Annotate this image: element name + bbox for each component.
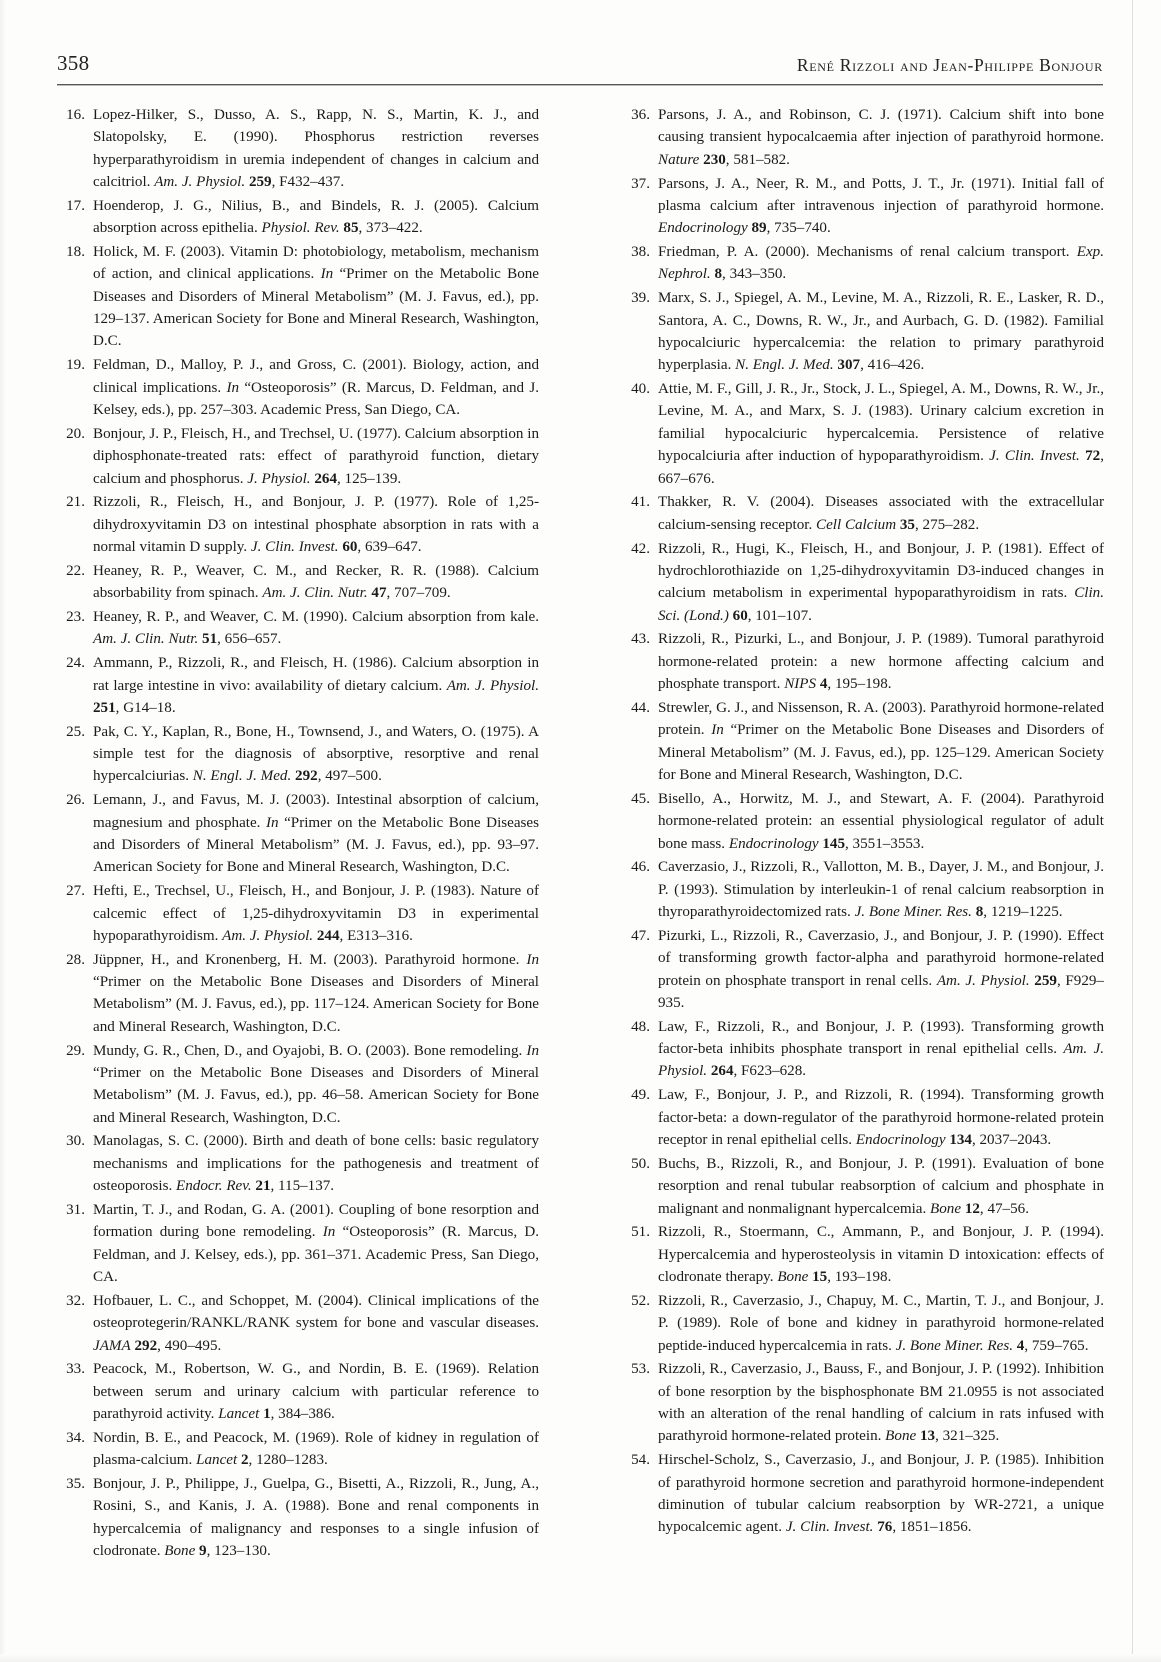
reference-number: 52. (631, 1292, 650, 1309)
reference-text: Feldman, D., Malloy, P. J., and Gross, C. (2001). Biology, action, and clinical implications. In “Osteoporosis” (R. Marcus, D. Feldman, and J. Kelsey, eds.), pp. 257–303. Academic Press, San Diego, CA. (93, 357, 539, 418)
reference-columns (57, 104, 1104, 1564)
reference-number: 39. (631, 290, 650, 307)
reference-entry (57, 491, 539, 558)
reference-entry (622, 241, 1104, 286)
reference-entry (57, 104, 539, 193)
reference-entry (57, 241, 539, 353)
reference-entry (622, 1221, 1104, 1288)
page-number: 358 (57, 51, 90, 75)
reference-number: 33. (66, 1361, 85, 1378)
reference-entry (622, 628, 1104, 695)
reference-text: Nordin, B. E., and Peacock, M. (1969). Role of kidney in regulation of plasma-calcium. Lancet 2, 1280–1283. (93, 1429, 539, 1469)
reference-number: 46. (631, 859, 650, 876)
reference-entry (57, 1040, 539, 1129)
reference-number: 19. (66, 357, 85, 374)
reference-entry (57, 423, 539, 490)
reference-entry (57, 354, 539, 421)
reference-text: Holick, M. F. (2003). Vitamin D: photobiology, metabolism, mechanism of action, and clinical applications. In “Primer on the Metabolic Bone Diseases and Disorders of Mineral Metabolism” (M. J. Favus, ed.), pp. 129–137. American Society for Bone and Mineral Research, Washington, D.C. (93, 244, 540, 350)
reference-entry (57, 195, 539, 240)
reference-entry (57, 789, 539, 878)
reference-number: 35. (66, 1476, 85, 1493)
reference-entry (57, 1290, 539, 1357)
reference-text: Law, F., Rizzoli, R., and Bonjour, J. P. (1993). Transforming growth factor-beta inhibits phosphate transport in renal epithelial cells. Am. J. Physiol. 264, F623–628. (658, 1018, 1105, 1080)
reference-number: 31. (66, 1202, 85, 1218)
reference-entry (622, 1016, 1104, 1083)
reference-text: Pak, C. Y., Kaplan, R., Bone, H., Townsend, J., and Waters, O. (1975). A simple test for the diagnosis of absorptive, resorptive and renal hypercalciurias. N. Engl. J. Med. 292, 497–500. (93, 723, 539, 785)
reference-number: 28. (66, 951, 85, 968)
reference-text: Bonjour, J. P., Philippe, J., Guelpa, G., Bisetti, A., Rizzoli, R., Jung, A., Rosini, S., and Kanis, J. A. (1988). Bone and renal components in hypercalcemia of malignancy and responses to a single infusion of clodronate. Bone 9, 123–130. (93, 1476, 539, 1560)
reference-entry (622, 491, 1104, 536)
reference-entry (622, 538, 1104, 627)
reference-entry (57, 606, 539, 651)
reference-entry (57, 1358, 539, 1425)
reference-number: 40. (631, 381, 650, 398)
reference-text: Mundy, G. R., Chen, D., and Oyajobi, B. O. (2003). Bone remodeling. In “Primer on the Metabolic Bone Diseases and Disorders of Mineral Metabolism” (M. J. Favus, ed.), pp. 46–58. American Society for Bone and Mineral Research, Washington, D.C. (93, 1042, 539, 1126)
reference-number: 51. (631, 1224, 650, 1241)
reference-number: 23. (66, 609, 85, 626)
reference-number: 37. (631, 175, 650, 192)
reference-text: Pizurki, L., Rizzoli, R., Caverzasio, J., and Bonjour, J. P. (1990). Effect of transforming growth factor-alpha and parathyroid hormone-related protein on phosphate transport in renal cells. Am. J. Physiol. 259, F929–935. (658, 927, 1104, 1011)
reference-number: 49. (631, 1087, 650, 1104)
scan-edge-bottom (0, 1654, 1161, 1662)
reference-text: Bisello, A., Horwitz, M. J., and Stewart, A. F. (2004). Parathyroid hormone-related protein: an essential physiological regulator of adult bone mass. Endocrinology 145, 3551–3553. (658, 790, 1104, 852)
left-column (57, 104, 539, 1564)
reference-number: 22. (66, 562, 85, 579)
reference-text: Heaney, R. P., and Weaver, C. M. (1990). Calcium absorption from kale. Am. J. Clin. Nutr. 51, 656–657. (93, 609, 539, 648)
reference-text: Parsons, J. A., and Robinson, C. J. (1971). Calcium shift into bone causing transient hypocalcaemia after injection of parathyroid hormone. Nature 230, 581–582. (658, 107, 1104, 168)
reference-text: Caverzasio, J., Rizzoli, R., Vallotton, M. B., Dayer, J. M., and Bonjour, J. P. (1993). Stimulation by interleukin-1 of renal calcium reabsorption in thyroparathyroidectomized rats. J. Bone Miner. Res. 8, 1219–1225. (658, 859, 1104, 921)
reference-entry (57, 1473, 539, 1562)
reference-number: 25. (66, 723, 85, 740)
reference-entry (622, 104, 1104, 171)
reference-text: Heaney, R. P., Weaver, C. M., and Recker, R. R. (1988). Calcium absorbability from spinach. Am. J. Clin. Nutr. 47, 707–709. (93, 562, 539, 602)
reference-number: 53. (631, 1361, 650, 1378)
reference-number: 24. (66, 655, 85, 672)
reference-text: Jüppner, H., and Kronenberg, H. M. (2003). Parathyroid hormone. In “Primer on the Metabolic Bone Diseases and Disorders of Mineral Metabolism” (M. J. Favus, ed.), pp. 117–124. American Society for Bone and Mineral Research, Washington, D.C. (93, 951, 539, 1035)
reference-text: Lopez-Hilker, S., Dusso, A. S., Rapp, N. S., Martin, K. J., and Slatopolsky, E. (1990). Phosphorus restriction reverses hyperparathyroidism in uremia independent of changes in calcium and calcitriol. Am. J. Physiol. 259, F432–437. (93, 107, 539, 191)
reference-number: 42. (631, 540, 650, 557)
reference-text: Attie, M. F., Gill, J. R., Jr., Stock, J. L., Spiegel, A. M., Downs, R. W., Jr., Levine, M. A., and Marx, S. J. (1983). Urinary calcium excretion in familial hypocalciuric hypercalcemia. Persistence of relative hypocalciuria after induction of hypoparathyroidism. J. Clin. Invest. 72, 667–676. (658, 381, 1104, 487)
reference-text: Marx, S. J., Spiegel, A. M., Levine, M. A., Rizzoli, R. E., Lasker, R. D., Santora, A. C., Downs, R. W., Jr., and Aurbach, G. D. (1982). Familial hypocalciuric hypercalcemia: the relation to primary parathyroid hyperplasia. N. Engl. J. Med. 307, 416–426. (658, 290, 1104, 374)
reference-text: Hefti, E., Trechsel, U., Fleisch, H., and Bonjour, J. P. (1983). Nature of calcemic effect of 1,25-dihydroxyvitamin D3 in experimental hypoparathyroidism. Am. J. Physiol. 244, E313–316. (93, 883, 539, 944)
reference-number: 16. (66, 107, 85, 123)
reference-entry (622, 378, 1104, 490)
scan-artifact-line (1132, 0, 1133, 1662)
reference-number: 54. (631, 1452, 650, 1469)
reference-number: 17. (66, 197, 85, 214)
reference-text: Peacock, M., Robertson, W. G., and Nordin, B. E. (1969). Relation between serum and urinary calcium with particular reference to parathyroid activity. Lancet 1, 384–386. (93, 1361, 539, 1423)
reference-entry (622, 925, 1104, 1014)
reference-number: 20. (66, 425, 85, 442)
scan-edge-left (0, 0, 6, 1662)
running-head (57, 40, 1103, 76)
reference-entry (622, 1358, 1104, 1447)
reference-text: Rizzoli, R., Fleisch, H., and Bonjour, J. P. (1977). Role of 1,25-dihydroxyvitamin D3 on intestinal phosphate absorption in rats with a normal vitamin D supply. J. Clin. Invest. 60, 639–647. (93, 494, 539, 556)
reference-number: 18. (66, 244, 85, 261)
reference-text: Buchs, B., Rizzoli, R., and Bonjour, J. P. (1991). Evaluation of bone resorption and renal tubular reabsorption of calcium and phosphate in malignant and nonmalignant hypercalcemia. Bone 12, 47–56. (658, 1155, 1104, 1217)
reference-number: 45. (631, 790, 650, 807)
reference-list-right (622, 104, 1104, 1539)
reference-number: 27. (66, 883, 85, 900)
reference-text: Hofbauer, L. C., and Schoppet, M. (2004). Clinical implications of the osteoprotegerin/RANKL/RANK system for bone and vascular diseases. JAMA 292, 490–495. (93, 1292, 539, 1354)
reference-entry (57, 1199, 539, 1288)
reference-text: Law, F., Bonjour, J. P., and Rizzoli, R. (1994). Transforming growth factor-beta: a down-regulator of the parathyroid hormone-related protein receptor in renal epithelial cells. Endocrinology 134, 2037–2043. (658, 1087, 1104, 1148)
reference-number: 41. (631, 494, 650, 511)
reference-entry (622, 287, 1104, 376)
header-rule (57, 84, 1103, 85)
reference-entry (622, 788, 1104, 855)
reference-text: Bonjour, J. P., Fleisch, H., and Trechsel, U. (1977). Calcium absorption in diphosphonate-treated rats: effect of parathyroid function, dietary calcium and phosphorus. J. Physiol. 264, 125–139. (93, 425, 539, 487)
reference-entry (57, 652, 539, 719)
reference-number: 26. (66, 792, 85, 809)
reference-text: Rizzoli, R., Stoermann, C., Ammann, P., and Bonjour, J. P. (1994). Hypercalcemia and hyperosteolysis in vitamin D intoxication: effects of clodronate therapy. Bone 15, 193–198. (658, 1224, 1104, 1286)
reference-number: 34. (66, 1429, 85, 1446)
reference-number: 36. (631, 107, 650, 123)
reference-text: Hoenderop, J. G., Nilius, B., and Bindels, R. J. (2005). Calcium absorption across epithelia. Physiol. Rev. 85, 373–422. (93, 197, 539, 237)
reference-number: 30. (66, 1133, 85, 1150)
reference-number: 50. (631, 1155, 650, 1172)
reference-entry (57, 1130, 539, 1197)
reference-text: Rizzoli, R., Caverzasio, J., Bauss, F., and Bonjour, J. P. (1992). Inhibition of bone resorption by the bisphosphonate BM 21.0955 is not associated with an alteration of the renal handling of calcium in rats infused with parathyroid hormone-related protein. Bone 13, 321–325. (658, 1361, 1104, 1445)
reference-number: 44. (631, 699, 650, 716)
reference-text: Thakker, R. V. (2004). Diseases associated with the extracellular calcium-sensing receptor. Cell Calcium 35, 275–282. (658, 494, 1104, 533)
reference-text: Rizzoli, R., Caverzasio, J., Chapuy, M. C., Martin, T. J., and Bonjour, J. P. (1989). Role of bone and kidney in parathyroid hormone-related peptide-induced hypercalcemia in rats. J. Bone Miner. Res. 4, 759–765. (658, 1292, 1104, 1354)
reference-text: Friedman, P. A. (2000). Mechanisms of renal calcium transport. Exp. Nephrol. 8, 343–350. (658, 244, 1104, 283)
running-title: René Rizzoli and Jean-Philippe Bonjour (796, 55, 1103, 75)
reference-number: 29. (66, 1042, 85, 1059)
reference-entry (622, 1084, 1104, 1151)
reference-number: 32. (66, 1292, 85, 1309)
reference-entry (622, 1449, 1104, 1538)
reference-entry (622, 856, 1104, 923)
reference-number: 38. (631, 244, 650, 261)
reference-number: 48. (631, 1018, 650, 1035)
right-column (622, 104, 1104, 1564)
reference-number: 47. (631, 927, 650, 944)
reference-text: Parsons, J. A., Neer, R. M., and Potts, J. T., Jr. (1971). Initial fall of plasma calcium after intravenous injection of parathyroid hormone. Endocrinology 89, 735–740. (658, 175, 1104, 237)
reference-text: Martin, T. J., and Rodan, G. A. (2001). Coupling of bone resorption and formation during bone remodeling. In “Osteoporosis” (R. Marcus, D. Feldman, and J. Kelsey, eds.), pp. 361–371. Academic Press, San Diego, CA. (93, 1202, 539, 1286)
reference-text: Strewler, G. J., and Nissenson, R. A. (2003). Parathyroid hormone-related protein. In “Primer on the Metabolic Bone Diseases and Disorders of Mineral Metabolism” (M. J. Favus, ed.), pp. 125–129. American Society for Bone and Mineral Research, Washington, D.C. (658, 699, 1104, 783)
reference-text: Ammann, P., Rizzoli, R., and Fleisch, H. (1986). Calcium absorption in rat large intestine in vivo: availability of dietary calcium. Am. J. Physiol. 251, G14–18. (93, 655, 539, 716)
reference-entry (622, 1290, 1104, 1357)
reference-entry (57, 560, 539, 605)
reference-entry (57, 880, 539, 947)
reference-number: 21. (66, 494, 85, 511)
reference-number: 43. (631, 631, 650, 648)
reference-entry (57, 949, 539, 1038)
reference-entry (57, 721, 539, 788)
reference-list-left (57, 104, 539, 1563)
reference-entry (57, 1427, 539, 1472)
reference-text: Hirschel-Scholz, S., Caverzasio, J., and Bonjour, J. P. (1985). Inhibition of parathyroid hormone secretion and parathyroid hormone-independent diminution of tubular calcium reabsorption by WR-2721, a unique hypocalcemic agent. J. Clin. Invest. 76, 1851–1856. (658, 1452, 1104, 1536)
reference-text: Lemann, J., and Favus, M. J. (2003). Intestinal absorption of calcium, magnesium and phosphate. In “Primer on the Metabolic Bone Diseases and Disorders of Mineral Metabolism” (M. J. Favus, ed.), pp. 93–97. American Society for Bone and Mineral Research, Washington, D.C. (93, 792, 539, 876)
reference-entry (622, 1153, 1104, 1220)
reference-text: Rizzoli, R., Pizurki, L., and Bonjour, J. P. (1989). Tumoral parathyroid hormone-related protein: a new hormone affecting calcium and phosphate transport. NIPS 4, 195–198. (658, 631, 1104, 693)
reference-entry (622, 697, 1104, 786)
reference-entry (622, 173, 1104, 240)
reference-text: Rizzoli, R., Hugi, K., Fleisch, H., and Bonjour, J. P. (1981). Effect of hydrochlorothiazide on 1,25-dihydroxyvitamin D3-induced changes in calcium metabolism in experimental hypoparathyroidism in rats. Clin. Sci. (Lond.) 60, 101–107. (658, 540, 1104, 624)
reference-text: Manolagas, S. C. (2000). Birth and death of bone cells: basic regulatory mechanisms and implications for the pathogenesis and treatment of osteoporosis. Endocr. Rev. 21, 115–137. (93, 1133, 539, 1195)
